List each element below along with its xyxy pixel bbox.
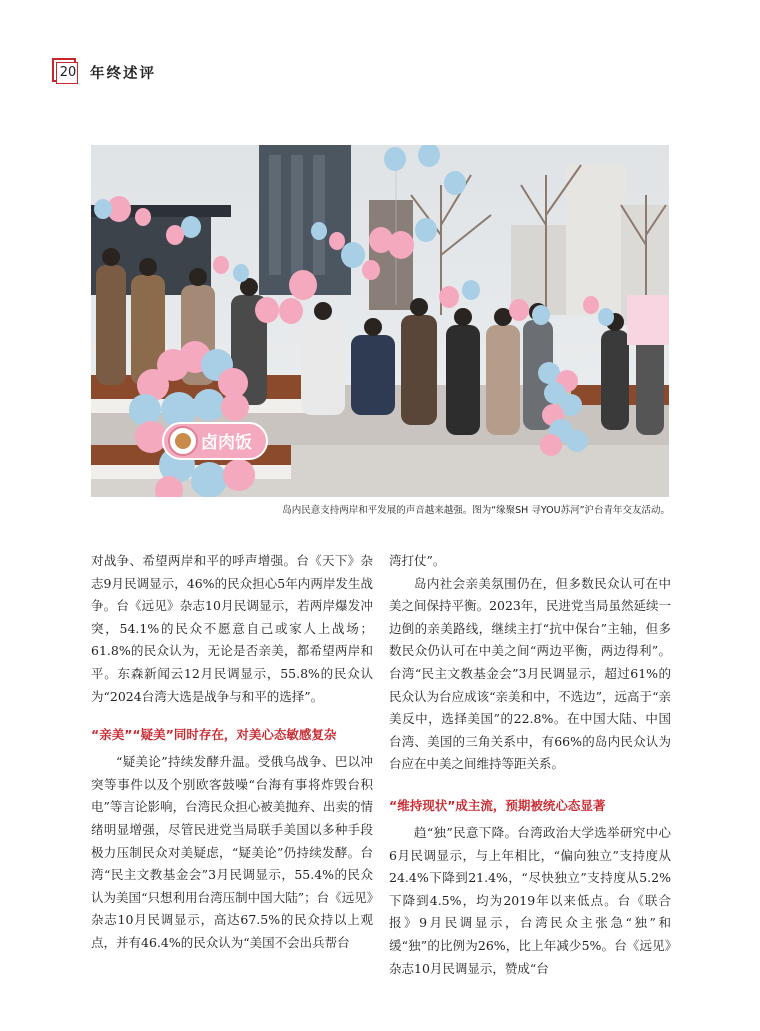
paragraph: “疑美论”持续发酵升温。受俄乌战争、巴以冲突等事件以及个别欧客鼓噪“台海有事将炸毁台积电”等言论影响，台湾民众担心被美抛弃、出卖的情绪明显增强，尽管民进党当局联手美国以多种手段极力压制民众对美疑虑，“疑美论”仍持续发酵。台湾“民主文教基金会”3月民调显示，55.4%的民众认为美国“只想利用台湾压制中国大陆”；台《远见》杂志10月民调显示，高达67.5%的民众持以上观点，并有46.4%的民众认为“美国不会出兵帮台 (91, 754, 373, 950)
subheading: “亲美”“疑美”同时存在，对美心态敏感复杂 (91, 727, 337, 743)
food-sign-label: 卤肉饭 (201, 433, 252, 453)
right-column (389, 550, 671, 980)
paragraph: 趋“独”民意下降。台湾政治大学选举研究中心6月民调显示，与上年相比，“偏向独立”支持度从24.4%下降到21.4%，“尽快独立”支持度从5.2%下降到4.5%，均为2019年以来低点。台《联合报》9月民调显示，台湾民众主张急“独”和缓“独”的比例为26%，比上年减少5%。台《远见》杂志10月民调显示，赞成“台 (389, 824, 671, 976)
section-title: 年终述评 (90, 66, 156, 82)
food-sign (163, 423, 267, 459)
page-number-badge (52, 58, 78, 82)
event-photo (91, 145, 669, 497)
paragraph: 湾打仗”。 (389, 553, 446, 568)
apartment-building (566, 165, 626, 315)
subheading: “维持现状”成主流，预期被统心态显著 (389, 797, 606, 813)
left-column (91, 550, 373, 955)
paragraph: 岛内社会亲美氛围仍在，但多数民众认可在中美之间保持平衡。2023年，民进党当局虽然延续一边倒的亲美路线，继续主打“抗中保台”主轴，但多数民众仍认可在中美之间“两边平衡，两边得利”。台湾“民主文教基金会”3月民调显示，超过61%的民众认为台应成该“亲美和中，不选边”，远高于“亲美反中，选择美国”的22.8%。在中国大陆、中国台湾、美国的三角关系中，有66%的岛内民众认为台应在中美之间维持等距关系。 (389, 575, 671, 772)
page-number: 20 (59, 65, 77, 80)
photo-caption: 岛内民意支持两岸和平发展的声音越来越强。图为“缘聚SH 寻YOU苏河”沪台青年交友活动。 (282, 505, 670, 516)
paragraph: 对战争、希望两岸和平的呼声增强。台《天下》杂志9月民调显示，46%的民众担心5年内两岸发生战争。台《远见》杂志10月民调显示，若两岸爆发冲突，54.1%的民众不愿意自己或家人上战场；61.8%的民众认为，无论是否亲美，都希望两岸和平。东森新闻云12月民调显示，55.8%的民众认为“2024台湾大选是战争与和平的选择”。 (91, 553, 373, 704)
